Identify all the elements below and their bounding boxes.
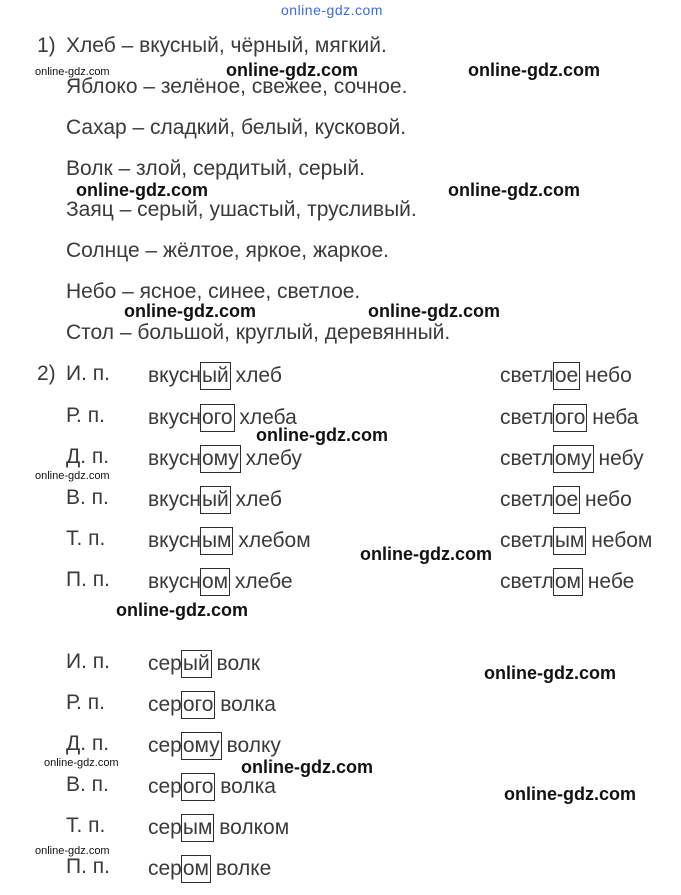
adjective-stem: сер [148, 816, 182, 839]
adjective-stem: светл [500, 447, 554, 470]
adjective-noun-pair [500, 527, 652, 555]
adjective-stem: вкусн [148, 447, 201, 470]
ending-box: ом [181, 855, 211, 883]
noun: небу [598, 447, 644, 470]
adjective-noun-pair [500, 568, 634, 596]
ending-box: ое [553, 362, 580, 390]
adjective-stem: вкусн [148, 364, 201, 387]
watermark: online-gdz.com [504, 784, 636, 804]
noun: волка [220, 775, 276, 798]
part1-number: 1) [37, 34, 56, 57]
watermark-small: online-gdz.com [35, 66, 110, 78]
ending-box: ого [181, 691, 216, 719]
case-label: И. п. [66, 362, 110, 385]
noun: хлебе [234, 570, 293, 593]
adjective-stem: вкусн [148, 406, 201, 429]
adjective-noun-pair [148, 445, 302, 473]
adjective-stem: сер [148, 857, 182, 880]
noun: хлебу [245, 447, 302, 470]
ending-box: ого [200, 404, 235, 432]
watermark: online-gdz.com [468, 60, 600, 80]
noun: волку [226, 734, 281, 757]
watermark: online-gdz.com [360, 544, 492, 564]
noun: хлеб [235, 488, 282, 511]
adjective-stem: сер [148, 652, 182, 675]
part1-line: Небо – ясное, синее, светлое. [66, 280, 361, 303]
part2-number: 2) [37, 362, 56, 385]
noun: волке [215, 857, 272, 880]
adjective-noun-pair [148, 650, 260, 678]
watermark-small: online-gdz.com [44, 757, 119, 769]
case-label: Д. п. [66, 445, 110, 468]
adjective-stem: вкусн [148, 529, 201, 552]
noun: неба [592, 406, 639, 429]
noun: небом [591, 529, 653, 552]
case-label: П. п. [66, 855, 110, 878]
ending-box: ому [553, 445, 594, 473]
ending-box: ым [553, 527, 587, 555]
watermark: online-gdz.com [226, 60, 358, 80]
case-label: Т. п. [66, 527, 106, 550]
noun: волком [219, 816, 290, 839]
noun: хлеб [235, 364, 282, 387]
adjective-noun-pair [148, 732, 281, 760]
part1-line: Волк – злой, сердитый, серый. [66, 157, 365, 180]
adjective-stem: вкусн [148, 570, 201, 593]
adjective-stem: сер [148, 693, 182, 716]
ending-box: ый [200, 362, 231, 390]
adjective-stem: светл [500, 364, 554, 387]
ending-box: ого [553, 404, 588, 432]
part1-line: Стол – большой, круглый, деревянный. [66, 321, 451, 344]
watermark: online-gdz.com [76, 180, 208, 200]
adjective-stem: светл [500, 570, 554, 593]
ending-box: ое [553, 486, 580, 514]
case-label: В. п. [66, 486, 109, 509]
case-label: В. п. [66, 773, 109, 796]
ending-box: ый [181, 650, 212, 678]
noun: небо [585, 488, 632, 511]
case-label: Р. п. [66, 691, 105, 714]
case-label: Д. п. [66, 732, 110, 755]
noun: небо [585, 364, 632, 387]
adjective-noun-pair [500, 445, 644, 473]
watermark: online-gdz.com [241, 757, 373, 777]
watermark: online-gdz.com [124, 301, 256, 321]
part1-line: Сахар – сладкий, белый, кусковой. [66, 116, 407, 139]
adjective-stem: светл [500, 406, 554, 429]
part1-line: Хлеб – вкусный, чёрный, мягкий. [66, 34, 387, 57]
watermark: online-gdz.com [448, 180, 580, 200]
adjective-noun-pair [148, 362, 282, 390]
case-label: И. п. [66, 650, 110, 673]
watermark: online-gdz.com [368, 301, 500, 321]
part1-line: Яблоко – зелёное, свежее, сочное. [66, 75, 408, 98]
adjective-noun-pair [500, 362, 632, 390]
case-label: Т. п. [66, 814, 106, 837]
ending-box: ому [200, 445, 241, 473]
part1-line: Солнце – жёлтое, яркое, жаркое. [66, 239, 389, 262]
ending-box: ый [200, 486, 231, 514]
adjective-noun-pair [148, 691, 276, 719]
header-watermark: online-gdz.com [281, 2, 383, 18]
adjective-noun-pair [500, 404, 638, 432]
adjective-stem: сер [148, 734, 182, 757]
ending-box: ому [181, 732, 222, 760]
adjective-stem: светл [500, 529, 554, 552]
noun: хлебом [238, 529, 311, 552]
noun: небе [587, 570, 635, 593]
ending-box: ым [181, 814, 215, 842]
noun: волка [220, 693, 276, 716]
adjective-noun-pair [148, 568, 293, 596]
adjective-noun-pair [500, 486, 632, 514]
adjective-stem: вкусн [148, 488, 201, 511]
part1-line: Заяц – серый, ушастый, трусливый. [66, 198, 417, 221]
case-label: П. п. [66, 568, 110, 591]
watermark-small: online-gdz.com [35, 845, 110, 857]
adjective-stem: светл [500, 488, 554, 511]
watermark: online-gdz.com [256, 425, 388, 445]
ending-box: ым [200, 527, 234, 555]
ending-box: ом [553, 568, 583, 596]
ending-box: ом [200, 568, 230, 596]
adjective-noun-pair [148, 814, 289, 842]
adjective-noun-pair [148, 527, 311, 555]
noun: волк [216, 652, 261, 675]
ending-box: ого [181, 773, 216, 801]
noun: хлеба [239, 406, 297, 429]
watermark-small: online-gdz.com [35, 470, 110, 482]
adjective-stem: сер [148, 775, 182, 798]
adjective-noun-pair [148, 855, 271, 883]
watermark: online-gdz.com [484, 663, 616, 683]
adjective-noun-pair [148, 486, 282, 514]
case-label: Р. п. [66, 404, 105, 427]
watermark: online-gdz.com [116, 600, 248, 620]
